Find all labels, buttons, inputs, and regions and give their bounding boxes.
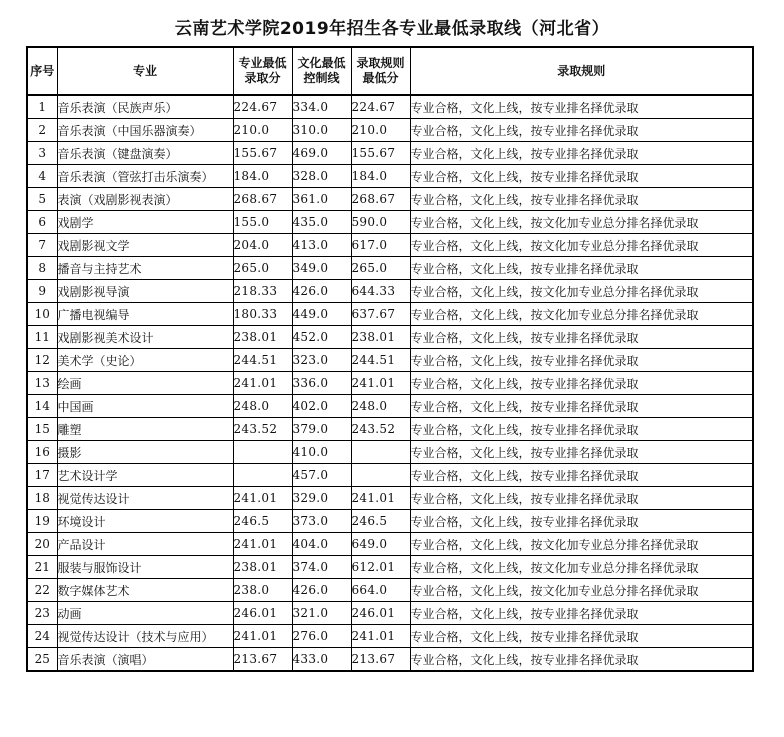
cell-major: 音乐表演（中国乐器演奏） [57, 119, 233, 142]
cell-major-min: 210.0 [233, 119, 292, 142]
cell-major-min: 238.0 [233, 579, 292, 602]
cell-rule: 专业合格，文化上线，按专业排名择优录取 [410, 625, 753, 648]
cell-rule-min: 246.5 [351, 510, 410, 533]
header-rule: 录取规则 [410, 47, 753, 95]
cell-no: 5 [27, 188, 57, 211]
cell-major: 数字媒体艺术 [57, 579, 233, 602]
header-row [27, 47, 753, 95]
cell-major-min: 241.01 [233, 533, 292, 556]
cell-no: 6 [27, 211, 57, 234]
table-row [27, 395, 753, 418]
cell-major-min [233, 441, 292, 464]
table-row [27, 211, 753, 234]
cell-culture-line: 329.0 [292, 487, 351, 510]
cell-culture-line: 433.0 [292, 648, 351, 672]
cell-rule-min: 637.67 [351, 303, 410, 326]
cell-rule-min: 649.0 [351, 533, 410, 556]
cell-major-min: 268.67 [233, 188, 292, 211]
cell-no: 15 [27, 418, 57, 441]
cell-major-min: 265.0 [233, 257, 292, 280]
cell-rule: 专业合格，文化上线，按专业排名择优录取 [410, 395, 753, 418]
cell-rule: 专业合格，文化上线，按专业排名择优录取 [410, 95, 753, 119]
cell-rule-min [351, 441, 410, 464]
cell-culture-line: 457.0 [292, 464, 351, 487]
cell-rule-min: 241.01 [351, 625, 410, 648]
table-row [27, 95, 753, 119]
cell-major: 戏剧影视导演 [57, 280, 233, 303]
cell-culture-line: 426.0 [292, 280, 351, 303]
cell-rule-min: 244.51 [351, 349, 410, 372]
cell-culture-line: 328.0 [292, 165, 351, 188]
cell-no: 24 [27, 625, 57, 648]
cell-culture-line: 361.0 [292, 188, 351, 211]
cell-major: 绘画 [57, 372, 233, 395]
cell-rule-min: 617.0 [351, 234, 410, 257]
header-major: 专业 [57, 47, 233, 95]
cell-rule: 专业合格，文化上线，按专业排名择优录取 [410, 487, 753, 510]
cell-major: 戏剧影视美术设计 [57, 326, 233, 349]
cell-major-min: 241.01 [233, 487, 292, 510]
cell-major: 中国画 [57, 395, 233, 418]
cell-culture-line: 404.0 [292, 533, 351, 556]
cell-rule: 专业合格，文化上线，按专业排名择优录取 [410, 349, 753, 372]
cell-rule-min: 265.0 [351, 257, 410, 280]
table-row [27, 280, 753, 303]
cell-major-min: 246.5 [233, 510, 292, 533]
admission-table [26, 46, 754, 672]
cell-culture-line: 334.0 [292, 95, 351, 119]
cell-major-min [233, 464, 292, 487]
cell-rule-min: 246.01 [351, 602, 410, 625]
cell-rule-min: 241.01 [351, 487, 410, 510]
cell-culture-line: 336.0 [292, 372, 351, 395]
cell-rule: 专业合格，文化上线，按专业排名择优录取 [410, 165, 753, 188]
cell-no: 7 [27, 234, 57, 257]
table-row [27, 188, 753, 211]
table-row [27, 234, 753, 257]
table-row [27, 119, 753, 142]
cell-major-min: 204.0 [233, 234, 292, 257]
table-row [27, 487, 753, 510]
table-row [27, 142, 753, 165]
cell-major-min: 241.01 [233, 372, 292, 395]
cell-no: 22 [27, 579, 57, 602]
cell-major: 音乐表演（民族声乐） [57, 95, 233, 119]
cell-rule: 专业合格，文化上线，按专业排名择优录取 [410, 418, 753, 441]
cell-rule: 专业合格，文化上线，按专业排名择优录取 [410, 119, 753, 142]
cell-culture-line: 402.0 [292, 395, 351, 418]
table-body [27, 95, 753, 671]
cell-rule: 专业合格，文化上线，按专业排名择优录取 [410, 188, 753, 211]
cell-major-min: 224.67 [233, 95, 292, 119]
table-row [27, 165, 753, 188]
cell-major-min: 180.33 [233, 303, 292, 326]
cell-rule: 专业合格，文化上线，按专业排名择优录取 [410, 326, 753, 349]
table-row [27, 625, 753, 648]
cell-no: 20 [27, 533, 57, 556]
cell-culture-line: 426.0 [292, 579, 351, 602]
cell-no: 1 [27, 95, 57, 119]
cell-rule: 专业合格，文化上线，按专业排名择优录取 [410, 257, 753, 280]
cell-major-min: 238.01 [233, 326, 292, 349]
cell-major: 广播电视编导 [57, 303, 233, 326]
cell-rule: 专业合格，文化上线，按专业排名择优录取 [410, 142, 753, 165]
cell-major: 表演（戏剧影视表演） [57, 188, 233, 211]
cell-major: 播音与主持艺术 [57, 257, 233, 280]
cell-rule: 专业合格，文化上线，按文化加专业总分排名择优录取 [410, 211, 753, 234]
cell-major-min: 238.01 [233, 556, 292, 579]
cell-no: 23 [27, 602, 57, 625]
cell-major: 产品设计 [57, 533, 233, 556]
cell-major: 视觉传达设计（技术与应用） [57, 625, 233, 648]
table-row [27, 372, 753, 395]
table-row [27, 464, 753, 487]
table-row [27, 579, 753, 602]
cell-major: 音乐表演（管弦打击乐演奏） [57, 165, 233, 188]
cell-rule: 专业合格，文化上线，按文化加专业总分排名择优录取 [410, 303, 753, 326]
cell-no: 25 [27, 648, 57, 672]
table-row [27, 418, 753, 441]
cell-major: 视觉传达设计 [57, 487, 233, 510]
header-major-min: 专业最低录取分 [233, 47, 292, 95]
cell-major: 戏剧学 [57, 211, 233, 234]
table-row [27, 510, 753, 533]
cell-rule: 专业合格，文化上线，按专业排名择优录取 [410, 648, 753, 672]
cell-rule-min: 224.67 [351, 95, 410, 119]
cell-major-min: 248.0 [233, 395, 292, 418]
cell-rule: 专业合格，文化上线，按专业排名择优录取 [410, 510, 753, 533]
header-culture-line: 文化最低控制线 [292, 47, 351, 95]
cell-rule-min [351, 464, 410, 487]
cell-rule-min: 590.0 [351, 211, 410, 234]
cell-no: 3 [27, 142, 57, 165]
cell-major: 动画 [57, 602, 233, 625]
table-row [27, 326, 753, 349]
cell-culture-line: 349.0 [292, 257, 351, 280]
cell-major-min: 213.67 [233, 648, 292, 672]
cell-major: 音乐表演（键盘演奏） [57, 142, 233, 165]
cell-major-min: 246.01 [233, 602, 292, 625]
cell-major-min: 244.51 [233, 349, 292, 372]
cell-major: 环境设计 [57, 510, 233, 533]
cell-major: 服装与服饰设计 [57, 556, 233, 579]
cell-culture-line: 379.0 [292, 418, 351, 441]
cell-major-min: 243.52 [233, 418, 292, 441]
cell-no: 17 [27, 464, 57, 487]
cell-rule: 专业合格，文化上线，按专业排名择优录取 [410, 372, 753, 395]
table-row [27, 602, 753, 625]
table-row [27, 257, 753, 280]
cell-major: 戏剧影视文学 [57, 234, 233, 257]
cell-culture-line: 310.0 [292, 119, 351, 142]
cell-culture-line: 276.0 [292, 625, 351, 648]
cell-rule: 专业合格，文化上线，按文化加专业总分排名择优录取 [410, 280, 753, 303]
cell-culture-line: 323.0 [292, 349, 351, 372]
cell-culture-line: 373.0 [292, 510, 351, 533]
cell-culture-line: 469.0 [292, 142, 351, 165]
cell-no: 16 [27, 441, 57, 464]
cell-no: 12 [27, 349, 57, 372]
cell-major-min: 184.0 [233, 165, 292, 188]
cell-no: 4 [27, 165, 57, 188]
cell-rule-min: 210.0 [351, 119, 410, 142]
cell-major-min: 241.01 [233, 625, 292, 648]
cell-no: 9 [27, 280, 57, 303]
cell-culture-line: 435.0 [292, 211, 351, 234]
cell-rule-min: 213.67 [351, 648, 410, 672]
cell-rule-min: 248.0 [351, 395, 410, 418]
cell-rule: 专业合格，文化上线，按专业排名择优录取 [410, 441, 753, 464]
cell-major: 艺术设计学 [57, 464, 233, 487]
cell-no: 21 [27, 556, 57, 579]
header-no: 序号 [27, 47, 57, 95]
page-title: 云南艺术学院2019年招生各专业最低录取线（河北省） [174, 19, 610, 39]
table-row [27, 349, 753, 372]
cell-rule: 专业合格，文化上线，按专业排名择优录取 [410, 464, 753, 487]
cell-major: 雕塑 [57, 418, 233, 441]
cell-culture-line: 410.0 [292, 441, 351, 464]
cell-rule: 专业合格，文化上线，按文化加专业总分排名择优录取 [410, 579, 753, 602]
cell-no: 14 [27, 395, 57, 418]
cell-major-min: 155.67 [233, 142, 292, 165]
cell-rule: 专业合格，文化上线，按文化加专业总分排名择优录取 [410, 533, 753, 556]
cell-no: 19 [27, 510, 57, 533]
cell-rule-min: 184.0 [351, 165, 410, 188]
cell-no: 8 [27, 257, 57, 280]
cell-no: 10 [27, 303, 57, 326]
table-row [27, 533, 753, 556]
table-row [27, 556, 753, 579]
cell-rule-min: 644.33 [351, 280, 410, 303]
table-row [27, 648, 753, 672]
cell-rule: 专业合格，文化上线，按专业排名择优录取 [410, 602, 753, 625]
cell-no: 2 [27, 119, 57, 142]
cell-rule: 专业合格，文化上线，按文化加专业总分排名择优录取 [410, 556, 753, 579]
cell-culture-line: 413.0 [292, 234, 351, 257]
cell-rule-min: 238.01 [351, 326, 410, 349]
table-row [27, 303, 753, 326]
cell-major: 摄影 [57, 441, 233, 464]
cell-culture-line: 449.0 [292, 303, 351, 326]
cell-culture-line: 374.0 [292, 556, 351, 579]
cell-major-min: 218.33 [233, 280, 292, 303]
cell-rule-min: 612.01 [351, 556, 410, 579]
cell-culture-line: 452.0 [292, 326, 351, 349]
table-row [27, 441, 753, 464]
cell-rule-min: 268.67 [351, 188, 410, 211]
cell-rule: 专业合格，文化上线，按文化加专业总分排名择优录取 [410, 234, 753, 257]
cell-no: 18 [27, 487, 57, 510]
cell-rule-min: 155.67 [351, 142, 410, 165]
cell-rule-min: 243.52 [351, 418, 410, 441]
cell-major: 美术学（史论） [57, 349, 233, 372]
cell-culture-line: 321.0 [292, 602, 351, 625]
cell-rule-min: 664.0 [351, 579, 410, 602]
header-rule-min: 录取规则最低分 [351, 47, 410, 95]
cell-rule-min: 241.01 [351, 372, 410, 395]
cell-major-min: 155.0 [233, 211, 292, 234]
cell-no: 11 [27, 326, 57, 349]
cell-no: 13 [27, 372, 57, 395]
cell-major: 音乐表演（演唱） [57, 648, 233, 672]
